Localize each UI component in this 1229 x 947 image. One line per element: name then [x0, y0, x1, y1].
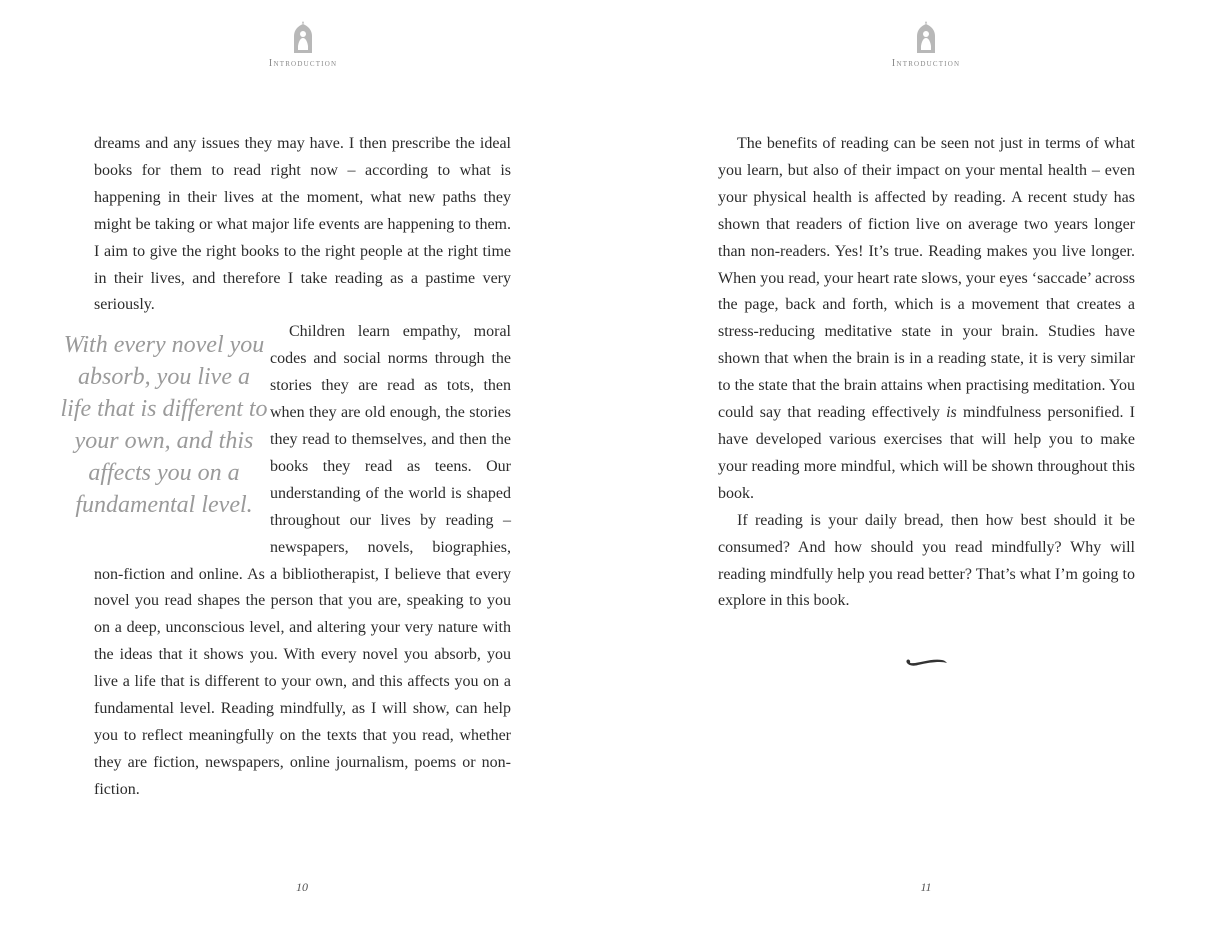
right-page-body — [718, 131, 1135, 615]
paragraph-text: The benefits of reading can be seen not just in terms of what you learn, but also of their impact on your mental health – even your physical health is affected by reading. A recent study has shown that readers of fiction live on average two years longer than non-readers. Yes! It’s true. Reading makes you live longer. When you read, your heart rate slows, your eyes ‘saccade’ across the page, back and forth, which is a movement that creates a stress-reducing meditative state in your brain. Studies have shown that when the brain is in a reading state, it is very similar to the state that the brain attains when practising meditation. You could say that reading effectively — [718, 135, 1135, 422]
page-number: 10 — [296, 880, 308, 894]
pull-quote: With every novel you absorb, you live a life that is different to your own, and this affects you on a fundamental level. — [60, 332, 268, 519]
body-paragraph: dreams and any issues they may have. I then prescribe the ideal books for them to read right now – according to what is happening in their lives at the moment, what new paths they might be taking or what major life events are happening to them. I aim to give the right books to the right people at the right time in their lives, and therefore I take reading as a pastime very seriously. — [94, 135, 511, 314]
left-page-header — [233, 20, 373, 69]
emphasis-text: is — [946, 404, 957, 422]
right-page-header — [856, 20, 996, 69]
right-page — [614, 0, 1229, 947]
page-number: 11 — [920, 880, 932, 894]
body-paragraph: Children learn empathy, moral codes and social norms through the stories they are read as tots, then when they are old enough, the stories they read to themselves, and then the books they read as teens. Our understanding of the world is shaped throughout our lives by reading – newspapers, novels, biographies, non-fiction and online. As a bibliotherapist, I believe that every novel you read shapes the person that you are, speaking to you on a deep, unconscious level, and altering your very nature with the ideas that it shows you. With every novel you absorb, you live a life that is different to your own, and this affects you on a fundamental level. Reading mindfully, as I will show, can help you to reflect meaningfully on the texts that you read, whether they are fiction, newspapers, online journalism, poems or non-fiction. — [94, 323, 511, 798]
paragraph-text: mindfulness personified. I have developed various exercises that will help you to make your reading more mindful, which will be shown throughout this book. — [718, 404, 1135, 502]
body-paragraph: If reading is your daily bread, then how best should it be consumed? And how should you read mindfully? Why will reading mindfully help you read better? That’s what I’m going to explore in this book. — [718, 511, 1135, 610]
body-paragraph — [718, 131, 1135, 508]
left-page — [0, 0, 614, 947]
seated-reader-emblem-icon — [291, 20, 315, 54]
left-page-body — [60, 131, 511, 804]
running-head: Introduction — [268, 58, 338, 69]
seated-reader-emblem-icon — [914, 20, 938, 54]
swash-ornament-icon — [904, 654, 948, 668]
running-head: Introduction — [891, 58, 961, 69]
